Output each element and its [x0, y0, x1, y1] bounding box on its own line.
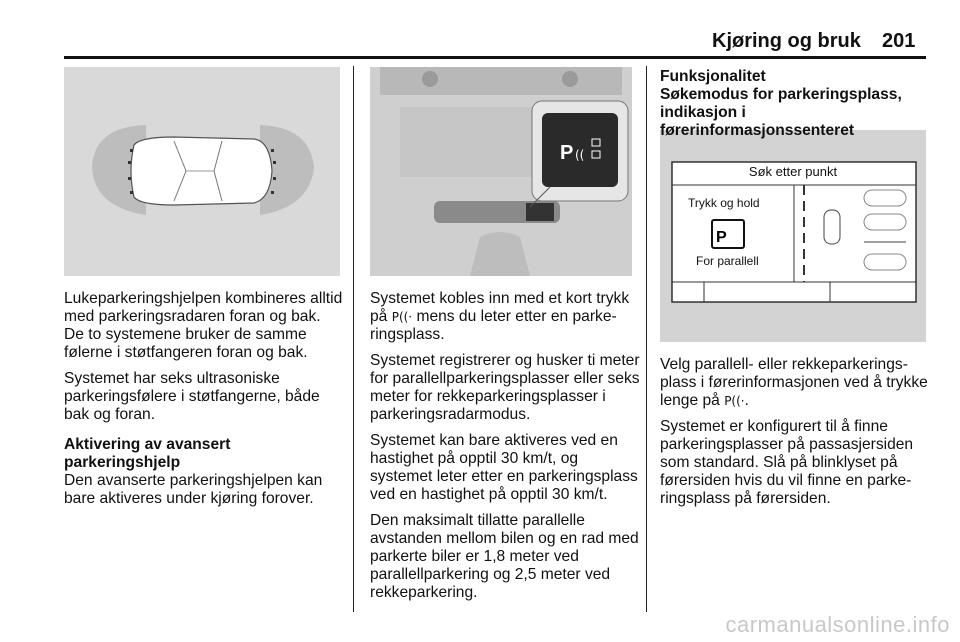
- col1-heading: Aktivering av avansert parkeringshjelp: [64, 436, 231, 471]
- col2-paragraph-1: Systemet kobles inn med et kort trykk på P((· mens du leter etter en parkeringsplass.: [370, 290, 630, 343]
- driver-info-display-figure: [660, 130, 926, 342]
- console-button-figure: [370, 67, 632, 276]
- col3-paragraph-1: Velg parallell- eller rekkeparkeringsplass i førerinformasjonen ved å trykke lenge på P((·.: [660, 356, 928, 409]
- col2-paragraph-2: Systemet registrerer og husker ti meter for parallellparkeringsplasser eller seks meter for rekkeparkeringsplasser i parkeringsradarmodus.: [370, 352, 640, 423]
- parking-button-icon: P((·: [724, 394, 745, 408]
- col1-paragraph-3: Den avanserte parkeringshjelpen kan bare aktiveres under kjøring forover.: [64, 472, 323, 507]
- column-divider: [646, 66, 647, 612]
- svg-text:P: P: [560, 142, 574, 164]
- column-3-body: [660, 356, 928, 516]
- display-line2: For parallell: [696, 254, 759, 268]
- col1-paragraph-2: Systemet har seks ultrasoniske parkeringsfølere i støtfangerne, både bak og foran.: [64, 370, 320, 423]
- display-title: Søk etter punkt: [748, 164, 838, 179]
- car-sensor-figure: [64, 67, 340, 276]
- column-1: [64, 290, 344, 516]
- col3-paragraph-2: Systemet er konfigurert til å finne parkeringsplasser på passasjersiden som standard. Slå på blinklyset på førersiden hvis du vil finne en parkeringsplass på førersiden.: [660, 418, 914, 507]
- column-divider: [353, 66, 354, 612]
- col1-paragraph-1: Lukeparkeringshjelpen kombineres alltid med parkeringsradaren foran og bak. De to systemene bruker de samme følerne i støtfangeren foran og bak.: [64, 290, 343, 361]
- page-header-title: Kjøring og bruk: [712, 30, 861, 52]
- parking-button-icon: P((·: [391, 310, 413, 324]
- col2-paragraph-3: Systemet kan bare aktiveres ved en hastighet på opptil 30 km/t, og systemet leter etter en parkeringsplass ved en hastighet på opptil 30 km/t.: [370, 432, 638, 503]
- col3-heading-1: Funksjonalitet: [660, 68, 766, 85]
- col3-heading-2: Søkemodus for parkeringsplass, indikasjon i førerinformasjonssenteret: [660, 86, 902, 139]
- svg-text:P: P: [716, 229, 727, 246]
- column-3-top: [660, 68, 928, 140]
- page-number: 201: [882, 30, 916, 52]
- watermark: carmanualsonline.info: [725, 612, 950, 637]
- column-2: [370, 290, 640, 610]
- header-rule: [64, 56, 926, 59]
- col2-paragraph-4: Den maksimalt tillatte parallelle avstanden mellom bilen og en rad med parkerte biler er 1,8 meter ved parallellparkering og 2,5 meter ved rekkeparkering.: [370, 512, 639, 601]
- svg-text:((: ((: [575, 148, 585, 162]
- display-line1: Trykk og hold: [688, 196, 760, 210]
